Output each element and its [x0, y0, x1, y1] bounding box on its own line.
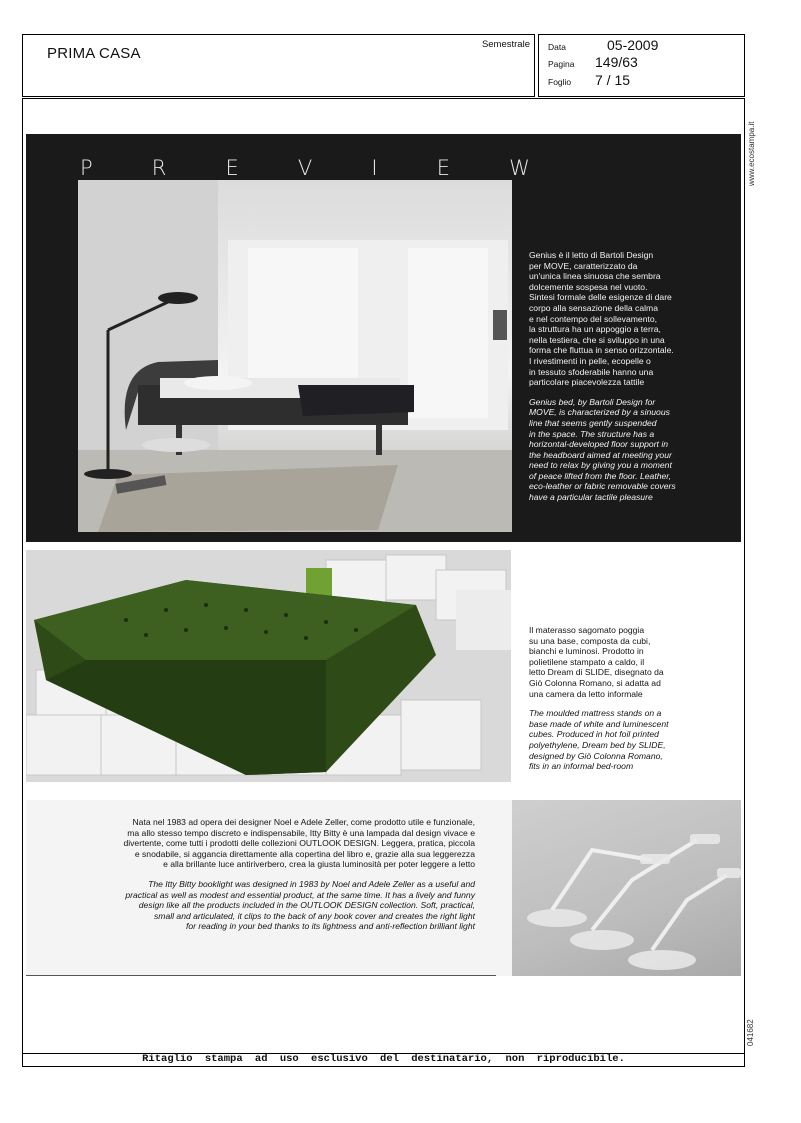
article-line: eco-leather or fabric removable covers [529, 481, 676, 492]
itty-bitty-text [123, 817, 475, 932]
article-line: una camera da letto informale [529, 688, 643, 699]
article-line: bianchi e luminosi. Prodotto in [529, 646, 644, 657]
article-line: e alla brillante luce antiriverbero, crea la giusta luminosità per poter leggere a letto [163, 859, 475, 870]
genius-bed-section [26, 134, 741, 542]
article-line: cubes. Produced in hot foil printed [529, 729, 659, 740]
article-line: particolare piacevolezza tattile [529, 377, 645, 388]
footer-box [22, 1052, 745, 1067]
article-line: forma che fluttua in senso orizzontale. [529, 345, 674, 356]
article-line: base made of white and luminescent [529, 718, 669, 729]
article-line: Il materasso sagomato poggia [529, 625, 645, 635]
article-line: practical as well as modest and essential product, at the same time. It has a lively and funny [125, 889, 475, 900]
genius-bed-photo [78, 180, 512, 532]
article-line: The Itty Bitty booklight was designed in 1983 by Noel and Adele Zeller as a useful and [148, 878, 475, 889]
article-line: letto Dream di SLIDE, disegnato da [529, 667, 664, 678]
foglio-value: 7 / 15 [595, 72, 631, 88]
article-line: divertente, come tutti i prodotti delle collezioni OUTLOOK DESIGN. Leggera, pratica, piccola [123, 838, 475, 849]
preview-title [80, 156, 530, 180]
article-line: Genius è il letto di Bartoli Design [529, 250, 654, 260]
article-line: polyethylene, Dream bed by SLIDE, [529, 739, 666, 750]
genius-bed-text [529, 250, 676, 503]
article-line: designed by Giò Colonna Romano, [529, 750, 663, 761]
article-line: nella testiera, che si sviluppo in una [529, 334, 665, 345]
english-text-block [529, 397, 676, 503]
article-line: small and articulated, it clips to the back of any book cover and creates the right light [153, 910, 475, 921]
itty-bitty-lamp-photo [512, 800, 741, 976]
itty-bitty-section [26, 800, 741, 976]
article-line: su una base, composta da cubi, [529, 635, 651, 646]
article-line: design like all the products included in the OUTLOOK DESIGN collection. Soft, practical, [138, 900, 475, 911]
article-line: Genius bed, by Bartoli Design for [529, 396, 656, 407]
site-watermark: www.ecostampa.it [747, 121, 756, 186]
article-line: ma allo stesso tempo discreto e indispensabile, Itty Bitty è una lampada dal design vivace e [127, 827, 475, 838]
pagina-value: 149/63 [595, 54, 638, 70]
foglio-label: Foglio [548, 77, 572, 87]
preview-letter: W [509, 156, 530, 180]
preview-letter: R [151, 156, 167, 180]
english-text-block [529, 708, 669, 772]
clipping-code: 041682 [746, 1019, 755, 1046]
preview-letter: E [225, 156, 239, 180]
dream-bed-text [529, 625, 669, 772]
header-publication-box [22, 34, 535, 97]
dream-bed-photo [26, 550, 511, 782]
article-line: MOVE, is characterized by a sinuous [529, 407, 670, 418]
article-line: un'unica linea sinuosa che sembra [529, 271, 661, 282]
copyright-notice: Ritaglio stampa ad uso esclusivo del destinatario, non riproducibile. [142, 1053, 625, 1065]
article-line: dolcemente sospesa nel vuoto. [529, 281, 648, 292]
article-line: Nata nel 1983 ad opera dei designer Noel e Adele Zeller, come prodotto utile e funzionale, [132, 817, 475, 827]
preview-letter: I [371, 156, 378, 180]
article-line: Giò Colonna Romano, si adatta ad [529, 677, 661, 688]
article-line: in tessuto sfoderabile hanno una [529, 366, 654, 377]
article-line: for reading in your bed thanks to its lightness and anti-reflection brilliant light [185, 921, 475, 932]
article-line: horizontal-developed floor support in [529, 439, 669, 450]
article-line: Sintesi formale delle esigenze di dare [529, 292, 672, 303]
article-line: per MOVE, caratterizzato da [529, 260, 638, 271]
frequency-label: Semestrale [481, 39, 530, 50]
publication-name: PRIMA CASA [47, 45, 141, 62]
article-line: need to relax by giving you a moment [529, 460, 672, 471]
article-line: fits in an informal bed-room [529, 761, 634, 772]
article-line: of peace lifted from the floor. Leather, [529, 470, 672, 481]
article-line: e snodabile, si aggancia direttamente alla copertina del libro e, grazie alla sua leggerezza [134, 848, 475, 859]
article-line: la struttura ha un appoggio a terra, [529, 324, 661, 335]
data-value: 05-2009 [607, 37, 659, 53]
header-meta-box [538, 34, 745, 97]
article-line: the headboard aimed at meeting your [529, 449, 672, 460]
english-text-block [123, 879, 475, 932]
article-line: have a particular tactile pleasure [529, 492, 653, 503]
article-line: polietilene stampato a caldo, il [529, 656, 645, 667]
section-divider [26, 975, 496, 976]
article-line: line that seems gently suspended [529, 417, 657, 428]
preview-letter: P [80, 156, 93, 180]
preview-letter: V [297, 156, 313, 180]
preview-letter: E [436, 156, 451, 180]
article-line: in the space. The structure has a [529, 428, 655, 439]
pagina-label: Pagina [548, 59, 575, 69]
article-line: corpo alla sensazione della calma [529, 302, 658, 313]
article-line: e nel contempo del sollevamento, [529, 313, 658, 324]
article-line: I rivestimenti in pelle, ecopelle o [529, 355, 651, 366]
data-label: Data [548, 42, 566, 52]
article-line: The moulded mattress stands on a [529, 708, 662, 719]
